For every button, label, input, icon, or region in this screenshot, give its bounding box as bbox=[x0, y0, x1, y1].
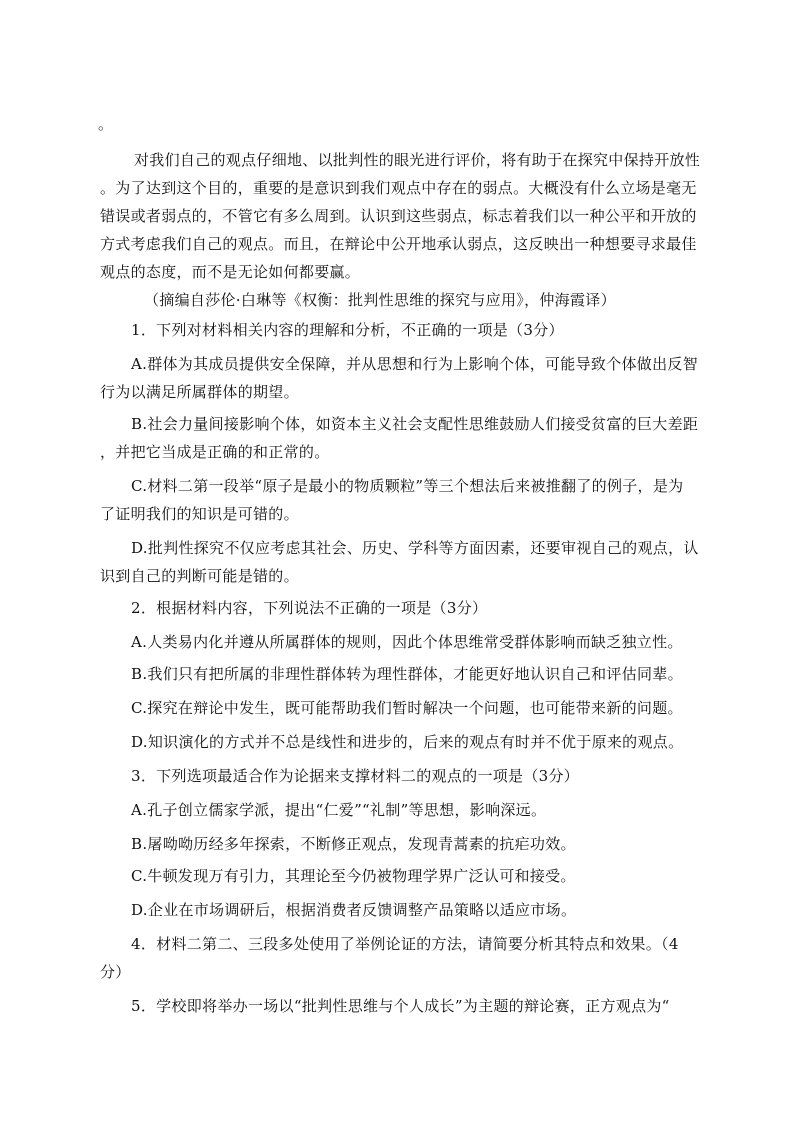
question-1-option-b: B.社会力量间接影响个体，如资本主义社会支配性思维鼓励人们接受贫富的巨大差距 bbox=[131, 415, 699, 433]
question-3-stem: 3．下列选项最适合作为论据来支撑材料二的观点的一项是（3分） bbox=[131, 767, 580, 785]
paragraph-line: 方式考虑我们自己的观点。而且，在辩论中公开地承认弱点，这反映出一种想要寻求最佳 bbox=[100, 235, 697, 253]
question-2-option-d: D.知识演化的方式并不总是线性和进步的，后来的观点有时并不优于原来的观点。 bbox=[131, 733, 684, 751]
question-3-option-c: C.牛顿发现万有引力，其理论至今仍被物理学界广泛认可和接受。 bbox=[131, 867, 576, 885]
question-3-option-d: D.企业在市场调研后，根据消费者反馈调整产品策略以适应市场。 bbox=[131, 901, 577, 919]
question-3-option-a: A.孔子创立儒家学派，提出“仁爱”“礼制”等思想，影响深远。 bbox=[131, 801, 547, 819]
question-5-stem: 5．学校即将举办一场以“批判性思维与个人成长”为主题的辩论赛，正方观点为“ bbox=[131, 997, 670, 1015]
question-1-option-d: D.批判性探究不仅应考虑其社会、历史、学科等方面因素，还要审视自己的观点，认 bbox=[131, 539, 699, 557]
source-citation: （摘编自莎伦·白琳等《权衡：批判性思维的探究与应用》，仲海霞译） bbox=[144, 291, 616, 309]
paragraph-line: 观点的态度，而不是无论如何都要赢。 bbox=[100, 263, 361, 281]
question-1-option-c: C.材料二第一段举“原子是最小的物质颗粒”等三个想法后来被推翻了的例子，是为 bbox=[131, 477, 684, 495]
question-1-stem: 1．下列对材料相关内容的理解和分析，不正确的一项是（3分） bbox=[131, 321, 564, 339]
question-2-stem: 2．根据材料内容，下列说法不正确的一项是（3分） bbox=[131, 599, 488, 617]
question-1-option-b-cont: ，并把它当成是正确的和正常的。 bbox=[100, 443, 330, 461]
question-2-option-b: B.我们只有把所属的非理性群体转为理性群体，才能更好地认识自己和评估同辈。 bbox=[131, 665, 683, 683]
question-1-option-c-cont: 了证明我们的知识是可错的。 bbox=[100, 505, 299, 523]
paragraph-line: 对我们自己的观点仔细地、以批判性的眼光进行评价，将有助于在探究中保持开放性 bbox=[134, 151, 701, 169]
question-2-option-c: C.探究在辩论中发生，既可能帮助我们暂时解决一个问题，也可能带来新的问题。 bbox=[131, 699, 683, 717]
paragraph-line: 。为了达到这个目的，重要的是意识到我们观点中存在的弱点。大概没有什么立场是毫无 bbox=[100, 179, 697, 197]
question-1-option-d-cont: 识到自己的判断可能是错的。 bbox=[100, 567, 299, 585]
text-line: 。 bbox=[98, 115, 114, 133]
question-3-option-b: B.屠呦呦历经多年探索，不断修正观点，发现青蒿素的抗疟功效。 bbox=[131, 835, 576, 853]
question-4-stem: 4．材料二第二、三段多处使用了举例论证的方法，请简要分析其特点和效果。（4 bbox=[131, 935, 679, 953]
question-1-option-a: A.群体为其成员提供安全保障，并从思想和行为上影响个体，可能导致个体做出反智 bbox=[131, 355, 699, 373]
question-4-stem-cont: 分） bbox=[100, 963, 131, 981]
question-1-option-a-cont: 行为以满足所属群体的期望。 bbox=[100, 383, 299, 401]
question-2-option-a: A.人类易内化并遵从所属群体的规则，因此个体思维常受群体影响而缺乏独立性。 bbox=[131, 633, 683, 651]
paragraph-line: 错误或者弱点的，不管它有多么周到。认识到这些弱点，标志着我们以一种公平和开放的 bbox=[100, 207, 697, 225]
